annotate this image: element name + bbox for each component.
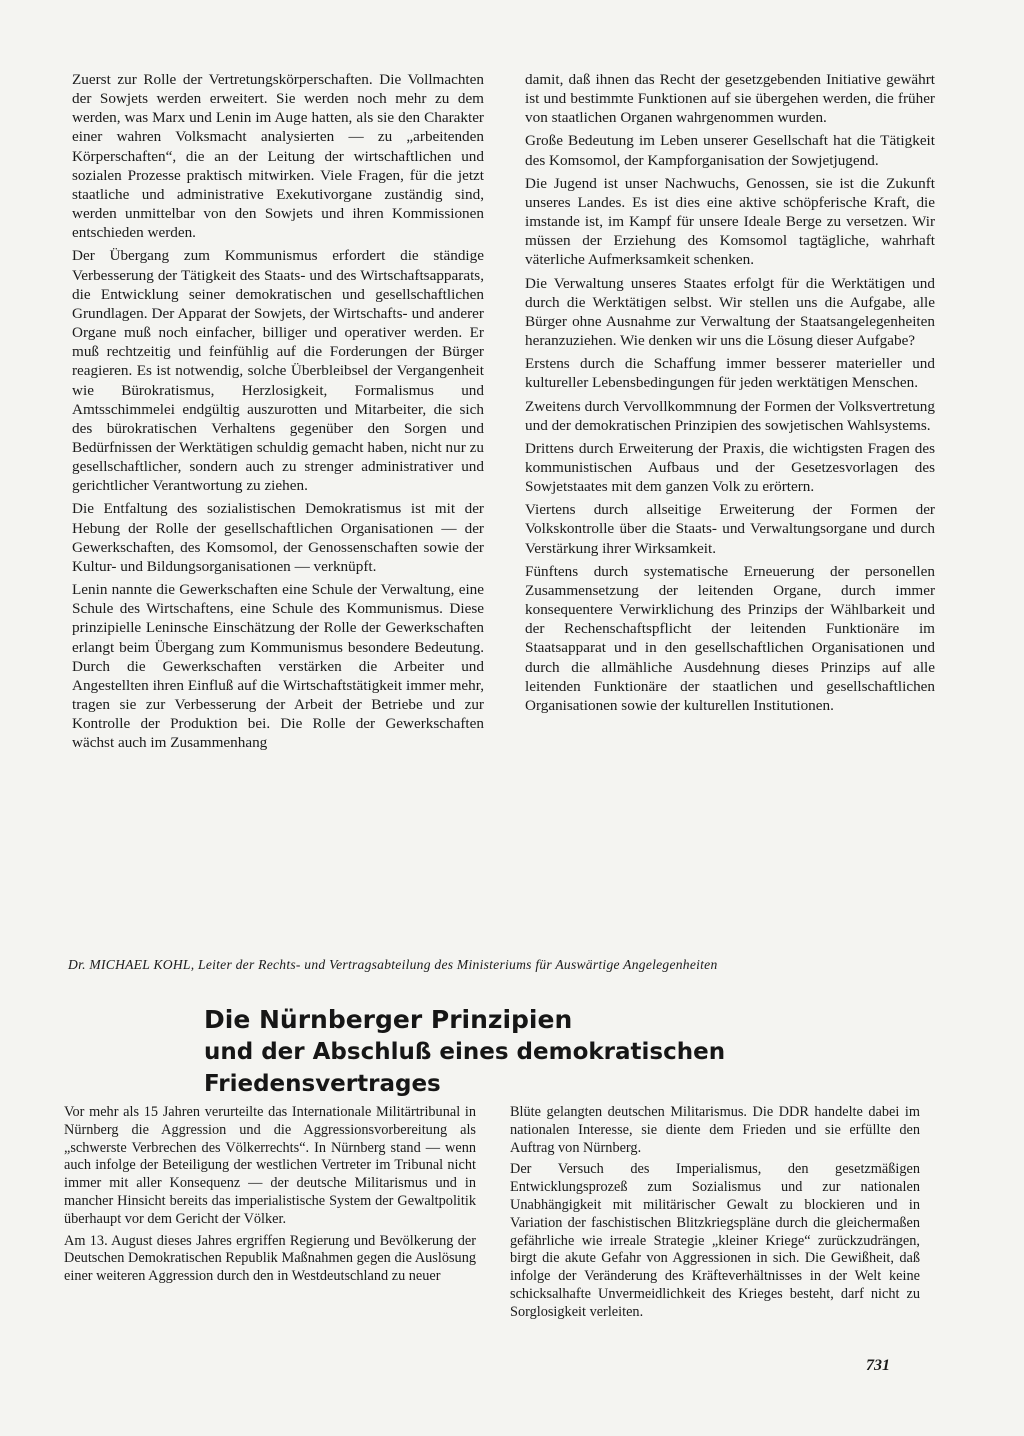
paragraph: Vor mehr als 15 Jahren verurteilte das Internationale Militärtribunal in Nürnberg die Aggression und die Aggressionsvorbereitung als „schwerste Verbrechen des Völkerrechts“. In Nürnberg stand — wenn auch infolge der Beteiligung der westlichen Vertreter im Tribunal nicht immer mit aller Konsequenz — der deutsche Militarismus und in mancher Hinsicht bereits das imperialistische System der Gewaltpolitik überhaupt vor dem Gericht der Völker. bbox=[64, 1104, 476, 1227]
author-byline: Dr. MICHAEL KOHL, Leiter der Rechts- und Vertragsabteilung des Ministeriums für Auswärtige Angelegenheiten bbox=[68, 957, 718, 972]
text-column-bottom-left bbox=[64, 1104, 476, 1290]
paragraph: Der Versuch des Imperialismus, den gesetzmäßigen Entwicklungsprozeß zum Sozialismus und zur nationalen Unabhängigkeit mit militärischer Gewalt zu blockieren und in Variation der faschistischen Blitzkriegspläne durch die gleichermaßen gefährliche wie irreale Strategie „kleiner Kriege“ zurückzudrängen, birgt die akute Gefahr von Aggressionen in sich. Die Gewißheit, daß infolge der Veränderung des Kräfteverhältnisses in der Welt keine schicksalhafte Unvermeidlichkeit des Krieges besteht, darf nicht zu Sorglosigkeit verleiten. bbox=[510, 1161, 920, 1320]
paragraph: damit, daß ihnen das Recht der gesetzgebenden Initiative gewährt ist und bestimmte Funktionen auf sie übergehen werden, die früher von staatlichen Organen wahrgenommen wurden. bbox=[525, 71, 935, 127]
paragraph: Die Verwaltung unseres Staates erfolgt für die Werktätigen und durch die Werktätigen selbst. Wir stellen uns die Aufgabe, alle Bürger ohne Ausnahme zur Verwaltung der Staatsangelegenheiten heranzuziehen. Wie denken wir uns die Lösung dieser Aufgabe? bbox=[525, 274, 935, 350]
paragraph: Viertens durch allseitige Erweiterung der Formen der Volkskontrolle über die Staats- und Verwaltungsorgane und durch Verstärkung ihrer Wirksamkeit. bbox=[525, 501, 935, 557]
paragraph: Lenin nannte die Gewerkschaften eine Schule der Verwaltung, eine Schule des Wirtschaftens, eine Schule des Kommunismus. Diese prinzipielle Leninsche Einschätzung der Rolle der Gewerkschaften erlangt beim Übergang zum Kommunismus besondere Bedeutung. Durch die Gewerkschaften verstärken die Arbeiter und Angestellten ihren Einfluß auf die Wirtschaftstätigkeit immer mehr, tragen sie zur Verbesserung der Arbeit der Betriebe und zur Kontrolle der Produktion bei. Die Rolle der Gewerkschaften wächst auch im Zusammenhang bbox=[72, 581, 484, 752]
paragraph: Am 13. August dieses Jahres ergriffen Regierung und Bevölkerung der Deutschen Demokratischen Republik Maßnahmen gegen die Auslösung einer weiteren Aggression durch den in Westdeutschland zu neuer bbox=[64, 1232, 476, 1285]
title-line-2: und der Abschluß eines demokratischen Friedensvertrages bbox=[204, 1039, 726, 1097]
text-column-bottom-right bbox=[510, 1104, 920, 1326]
paragraph: Die Entfaltung des sozialistischen Demokratismus ist mit der Hebung der Rolle der gesellschaftlichen Organisationen — der Gewerkschaften, des Komsomol, der Genossenschaften sowie der Kultur- und Bildungsorganisationen — verknüpft. bbox=[72, 500, 484, 575]
article-title bbox=[204, 1004, 944, 1100]
paragraph: Große Bedeutung im Leben unserer Gesellschaft hat die Tätigkeit des Komsomol, der Kampforganisation der Sowjetjugend. bbox=[525, 132, 935, 169]
paragraph: Fünftens durch systematische Erneuerung der personellen Zusammensetzung der leitenden Organe, durch immer konsequentere Verwirklichung des Prinzips der Wählbarkeit und der Rechenschaftspflicht der leitenden Funktionäre im Staatsapparat und in den gesellschaftlichen Organisationen und durch die allmähliche Ausdehnung dieses Prinzips auf alle leitenden Funktionäre der staatlichen und gesellschaftlichen Organisationen sowie der kulturellen Institutionen. bbox=[525, 562, 935, 714]
paragraph: Die Jugend ist unser Nachwuchs, Genossen, sie ist die Zukunft unseres Landes. Es ist dies eine aktive schöpferische Kraft, die imstande ist, im Kampf für unsere Ideale Berge zu versetzen. Wir müssen der Erziehung des Komsomol tagtägliche, wahrhaft väterliche Aufmerksamkeit schenken. bbox=[525, 174, 935, 269]
page-number: 731 bbox=[866, 1357, 890, 1374]
paragraph: Drittens durch Erweiterung der Praxis, die wichtigsten Fragen des kommunistischen Aufbaus und der Gesetzesvorlagen des Sowjetstaates mit dem ganzen Volk zu erörtern. bbox=[525, 439, 935, 496]
paragraph: Blüte gelangten deutschen Militarismus. Die DDR handelte dabei im nationalen Interesse, sie diente dem Frieden und sie erfüllte den Auftrag von Nürnberg. bbox=[510, 1104, 920, 1156]
paragraph: Der Übergang zum Kommunismus erfordert die ständige Verbesserung der Tätigkeit des Staats- und des Wirtschaftsapparats, die Entwicklung seiner demokratischen und gesellschaftlichen Grundlagen. Der Apparat der Sowjets, der Wirtschafts- und anderer Organe muß noch einfacher, billiger und operativer werden. Er muß rechtzeitig und feinfühlig auf die Forderungen der Bürger reagieren. Es ist notwendig, solche Überbleibsel der Vergangenheit wie Bürokratismus, Herzlosigkeit, Formalismus und Amtsschimmelei endgültig auszurotten und Mitarbeiter, die sich des bürokratischen Verhaltens gegenüber den Sorgen und Bedürfnissen der Werktätigen schuldig gemacht haben, nicht nur zu gesellschaftlicher, sondern auch zu strenger administrativer und gerichtlicher Verantwortung zu ziehen. bbox=[72, 247, 484, 495]
paragraph: Zweitens durch Vervollkommnung der Formen der Volksvertretung und der demokratischen Prinzipien des sowjetischen Wahlsystems. bbox=[525, 397, 935, 434]
text-column-top-left bbox=[72, 70, 484, 756]
paragraph: Zuerst zur Rolle der Vertretungskörperschaften. Die Vollmachten der Sowjets werden erweitert. Sie werden noch mehr zu dem werden, was Marx und Lenin im Auge hatten, als sie den Charakter einer wahren Volksmacht analysierten — zu „arbeitenden Körperschaften“, die an der Leitung der wirtschaftlichen und sozialen Prozesse praktisch mitwirken. Viele Fragen, für die jetzt staatliche und administrative Exekutivorgane zuständig sind, werden unmittelbar von den Sowjets und ihren Kommissionen entschieden werden. bbox=[72, 71, 484, 242]
paragraph: Erstens durch die Schaffung immer besserer materieller und kultureller Lebensbedingungen für jeden werktätigen Menschen. bbox=[525, 355, 935, 392]
title-line-1: Die Nürnberger Prinzipien bbox=[204, 1005, 573, 1034]
text-column-top-right bbox=[525, 70, 935, 719]
